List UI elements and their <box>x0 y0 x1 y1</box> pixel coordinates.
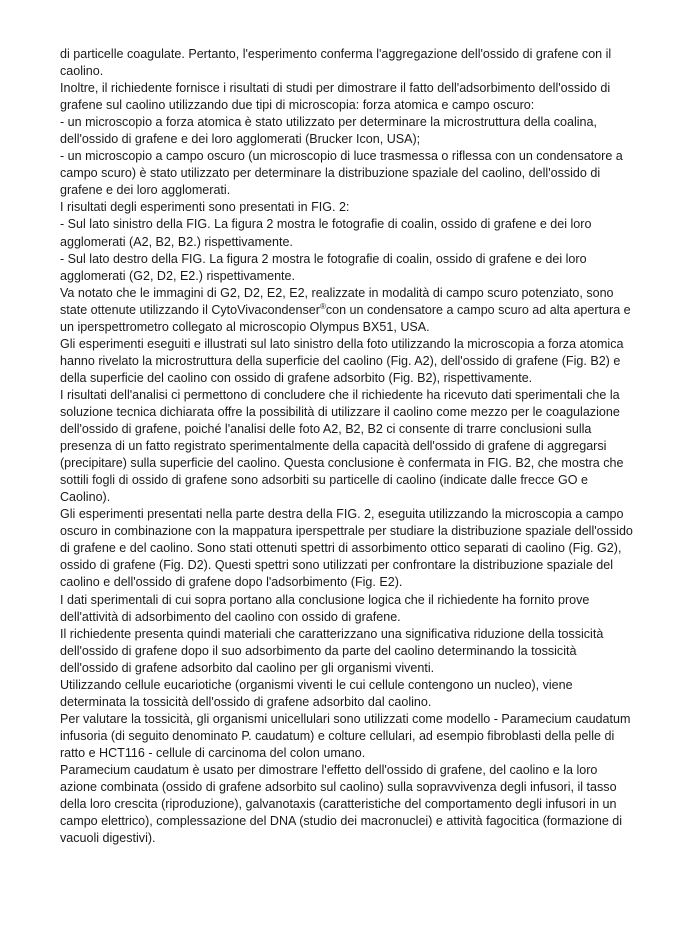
paragraph-14: Il richiedente presenta quindi materiali che caratterizzano una significativa riduzione della tossicità dell'ossido di grafene dopo il suo adsorbimento da parte del caolino determinando la tossicità dell'ossido di grafene adsorbito dal caolino per gli organismi viventi. <box>60 626 604 675</box>
paragraph-17: Paramecium caudatum è usato per dimostrare l'effetto dell'ossido di grafene, del caolino e la loro azione combinata (ossido di grafene adsorbito sul caolino) sulla sopravvivenza degli infusori, il tasso della loro crescita (riproduzione), galvanotaxis (caratteristiche del comportamento degli infusori in un campo elettrico), complessazione del DNA (studio dei macronuclei) e attività fagocitica (formazione di vacuoli digestivi). <box>60 762 623 846</box>
paragraph-9 <box>60 302 650 336</box>
paragraph-15: Utilizzando cellule eucariotiche (organismi viventi le cui cellule contengono un nucleo), viene determinata la tossicità dell'ossido di grafene adsorbito dal caolino. <box>60 677 573 709</box>
paragraph-2: Inoltre, il richiedente fornisce i risultati di studi per dimostrare il fatto dell'adsorbimento dell'ossido di grafene sul caolino utilizzando due tipi di microscopia: forza atomica e campo oscuro: <box>60 81 611 113</box>
paragraph-11: I risultati dell'analisi ci permettono di concludere che il richiedente ha ricevuto dati sperimentali che la soluzione tecnica dichiarata offre la possibilità di utilizzare il caolino come mezzo per le coagulazione dell'ossido di grafene, poiché l'analisi delle foto A2, B2, B2 ci consente di trarre conclusioni sulla presenza di un fatto registrato sperimentalmente della capacità dell'ossido di grafene di aggregarsi (precipitare) sulla superficie del caolino. Questa conclusione è confermata in FIG. B2, che mostra che sottili fogli di ossido di grafene sono adsorbiti su particelle di caolino (indicate dalle frecce GO e Caolino). <box>60 387 624 505</box>
paragraph-5: I risultati degli esperimenti sono presentati in FIG. 2: <box>60 200 350 215</box>
paragraph-9-part-2: con un condensatore a campo scuro ad alta apertura e un iperspettrometro collegato al microscopio Olympus BX51, USA. <box>60 302 631 334</box>
paragraph-4: - un microscopio a campo oscuro (un microscopio di luce trasmessa o riflessa con un condensatore a campo scuro) è stato utilizzato per determinare la distribuzione spaziale del caolino, dell'ossido di grafene e dei loro agglomerati. <box>60 149 623 198</box>
paragraph-8: Va notato che le immagini di G2, D2, E2, E2, realizzate in modalità di campo scuro potenziato, sono <box>60 285 614 300</box>
registered-trademark: ® <box>319 301 326 311</box>
document-page <box>60 46 650 847</box>
paragraph-7: - Sul lato destro della FIG. La figura 2 mostra le fotografie di coalin, ossido di grafene e dei loro agglomerati (G2, D2, E2.) rispettivamente. <box>60 251 587 283</box>
paragraph-6: - Sul lato sinistro della FIG. La figura 2 mostra le fotografie di coalin, ossido di grafene e dei loro agglomerati (A2, B2, B2.) rispettivamente. <box>60 217 592 249</box>
paragraph-1: di particelle coagulate. Pertanto, l'esperimento conferma l'aggregazione dell'ossido di grafene con il caolino. <box>60 47 612 79</box>
paragraph-9-part-1: state ottenute utilizzando il CytoVivacondenser <box>60 302 320 317</box>
paragraph-16: Per valutare la tossicità, gli organismi unicellulari sono utilizzati come modello - Paramecium caudatum infusoria (di seguito denominato P. caudatum) e colture cellulari, ad esempio fibroblasti della pelle di ratto e HCT116 - cellule di carcinoma del colon umano. <box>60 711 631 760</box>
paragraph-3: - un microscopio a forza atomica è stato utilizzato per determinare la microstruttura della coalina, dell'ossido di grafene e dei loro agglomerati (Brucker Icon, USA); <box>60 115 597 147</box>
paragraph-12: Gli esperimenti presentati nella parte destra della FIG. 2, eseguita utilizzando la microscopia a campo oscuro in combinazione con la mappatura iperspettrale per studiare la distribuzione spaziale dell'ossido di grafene e del caolino. Sono stati ottenuti spettri di assorbimento ottico separati di caolino (Fig. G2), ossido di grafene (Fig. D2). Questi spettri sono utilizzati per confrontare la distribuzione spaziale del caolino e dell'ossido di grafene dopo l'adsorbimento (Fig. E2). <box>60 507 633 590</box>
paragraph-10: Gli esperimenti eseguiti e illustrati sul lato sinistro della foto utilizzando la microscopia a forza atomica hanno rivelato la microstruttura della superficie del caolino (Fig. A2), dell'ossido di grafene (Fig. B2) e della superficie del caolino con ossido di grafene adsorbito (Fig. B2), rispettivamente. <box>60 336 624 385</box>
paragraph-13: I dati sperimentali di cui sopra portano alla conclusione logica che il richiedente ha fornito prove dell'attività di adsorbimento del caolino con ossido di grafene. <box>60 592 590 624</box>
